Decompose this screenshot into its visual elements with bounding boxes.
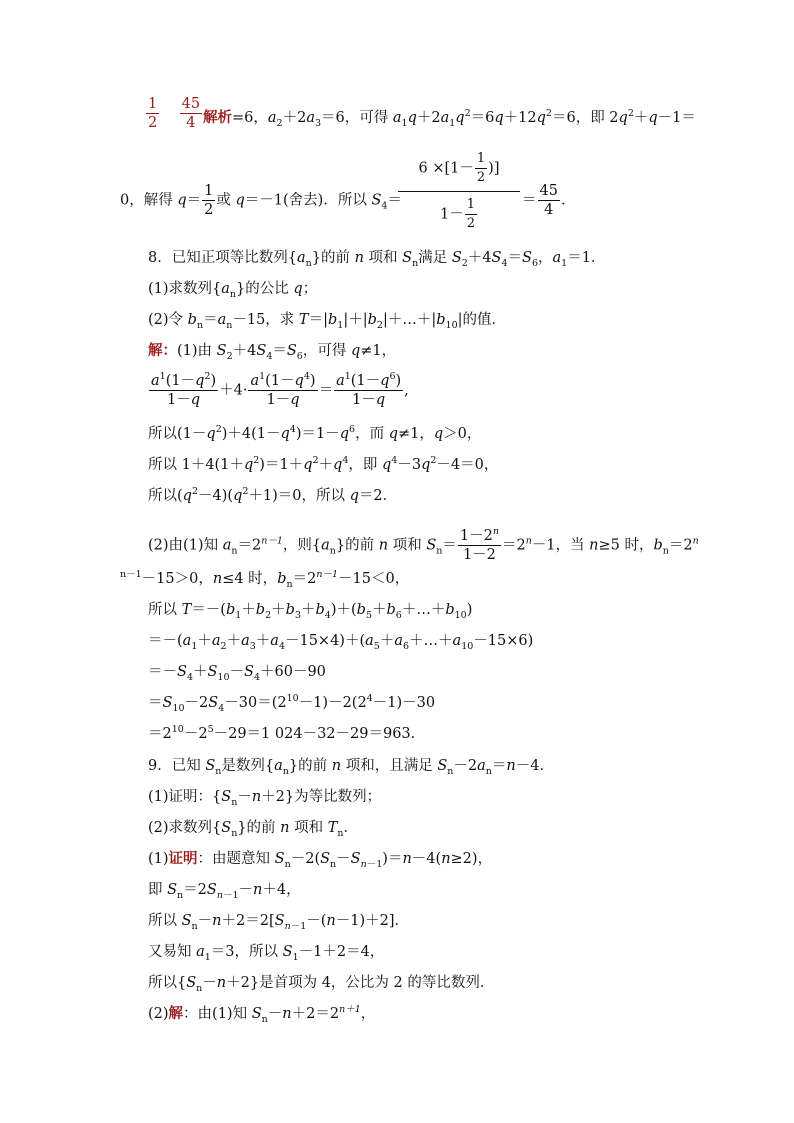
zhengming-label: 证明 [168, 850, 198, 867]
q9-proof-line1: (1)证明：由题意知 $S_n-2(S_n-S_{n-1})=n-4(n\ge 2)$， [148, 850, 493, 870]
q9-part2: (2)求数列$\{S_n\}$的前 n 项和 $T_n$． [148, 820, 359, 839]
q8-part2-sol-line2: $^{n-1}$－15＞0，n≤4 时，$b_n=2^{n-1}-15<0$， [120, 569, 410, 590]
jie-label: 解： [148, 342, 177, 359]
p7-line1: 解析=6，$a_2+2a_3=6$，可得 $a_1q+2a_1q^2=6q+12q^2=6$，即 $2q^2+q-1=$ [203, 108, 696, 129]
q8-sum-line5: $=2^{10}-2^5-29=1$ 024－32－29＝963． [148, 724, 426, 742]
q9-part1: (1)证明：$\{S_n-n+2\}$为等比数列； [148, 789, 382, 808]
q8-sol-line5: 所以$(q^2-4)(q^2+1)=0$，所以 q＝2． [148, 486, 398, 504]
jie-label-2: 解 [168, 1005, 184, 1022]
answer-fraction-2: $\frac{45}{4}$ [181, 96, 201, 131]
q8-sum-line1: 所以 $T=-(b_1+b_2+b_3+b_4)+(b_5+b_6+\dots+b_{10})$ [148, 602, 473, 621]
q9-proof-line4: 又易知 $a_1=3$，所以 $S_1-1+2=4$， [148, 944, 385, 963]
sn-fraction: $\frac{1-2^n}{1-2}$ [459, 526, 499, 563]
jiexi-label: 解析 [203, 109, 232, 126]
q9-proof-line2: 即 $S_n=2S_{n-1}-n+4$， [148, 882, 301, 901]
q8-part2: (2)令 $b_n=a_n-15$，求 $T=|b_1|+|b_2|+\dots+|b_{10}|$的值． [148, 312, 507, 331]
q8-statement: 8．已知正项等比数列$\{a_n\}$的前 n 项和 $S_n$满足 $S_2+4S_4=S_6$，$a_1=1$． [148, 250, 606, 269]
q9-proof-line5: 所以$\{S_n-n+2\}$是首项为 4，公比为 2 的等比数列． [148, 975, 495, 994]
s4-numerator: 6 ×[1－ $\frac{1}{2}$ )] [398, 150, 520, 192]
frac-q6: $\frac{a^1(1-q^6)}{1-q}$ [336, 371, 402, 408]
q8-part2-sol-line1: (2)由(1)知 $a_n=2^{n-1}$，则$\{a_n\}$的前 n 项和 $S_n=$ $\frac{1-2^n}{1-2}$ $=2^n-1$，当 n≥5 时，$b_n=2^n$ [148, 526, 699, 563]
q8-sol-line4: 所以 $1+4(1+q^2)=1+q^2+q^4$，即 $q^4-3q^2-4=0$， [148, 455, 499, 473]
q8-part1: (1)求数列$\{a_n\}$的公比 q； [148, 281, 318, 300]
q8-sol-line1: 解：(1)由 $S_2+4S_4=S_6$，可得 q≠1， [148, 342, 397, 362]
s4-result: ＝ $\frac{45}{4}$ ． [522, 183, 576, 218]
frac-q4: $\frac{a^1(1-q^4)}{1-q}$ [250, 371, 316, 408]
answer-fraction-1: $\frac{1}{2}$ [148, 96, 158, 131]
frac-q2: $\frac{a^1(1-q^2)}{1-q}$ [151, 371, 217, 408]
q9-sol-line1: (2)解：由(1)知 $S_n-n+2=2^{n+1}$， [148, 1004, 376, 1025]
q9-proof-line3: 所以 $S_n-n+2=2[S_{n-1}-(n-1)+2]$． [148, 913, 410, 932]
q8-sum-line3: $=-S_4+S_{10}-S_4+60-90$ [148, 664, 326, 683]
s4-big-fraction [398, 150, 520, 233]
answer-line [145, 95, 203, 132]
q9-statement: 9．已知 $S_n$是数列$\{a_n\}$的前 n 项和，且满足 $S_n-2a_n=n-4$． [148, 758, 554, 777]
q8-fraction-equation: $\frac{a^1(1-q^2)}{1-q}$ ＋4· $\frac{a^1(1-q^4)}{1-q}$ ＝ $\frac{a^1(1-q^6)}{1-q}$ , [151, 371, 409, 408]
p7-line2: 0，解得 q＝ $\frac{1}{2}$ 或 q＝－1(舍去)．所以 $S_4=$ [120, 183, 402, 218]
q8-sum-line2: $=-(a_1+a_2+a_3+a_4-15\times 4)+(a_5+a_6+\dots+a_{10}-15\times 6)$ [148, 633, 534, 652]
half-fraction: $\frac{1}{2}$ [204, 183, 214, 218]
q8-sum-line4: $=S_{10}-2S_4-30=(2^{10}-1)-2(2^4-1)-30$ [148, 693, 436, 714]
s4-denominator: 1－ $\frac{1}{2}$ [439, 197, 475, 231]
q8-sol-line3: 所以$(1-q^2)+4(1-q^4)=1-q^6$，而 q≠1，q＞0， [148, 424, 482, 442]
